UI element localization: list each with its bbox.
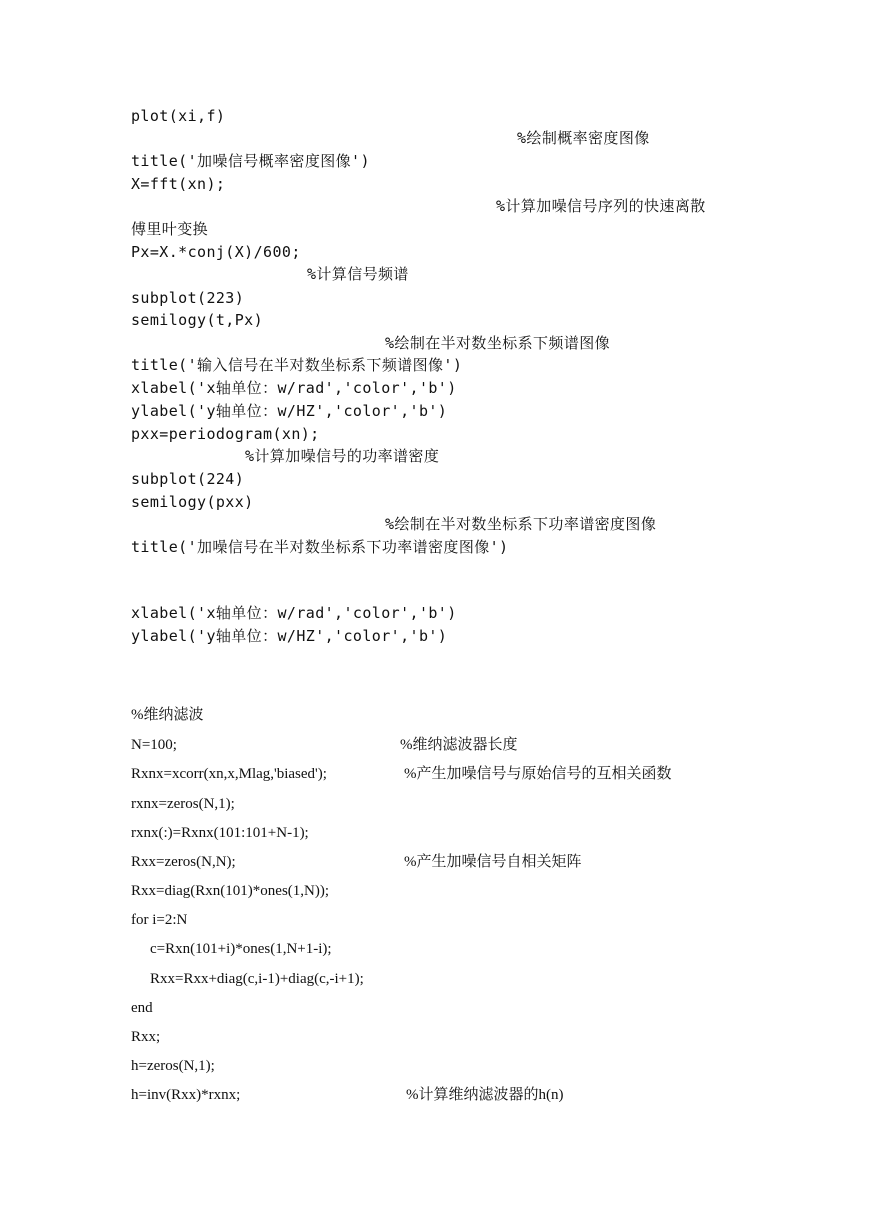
code-line: h=zeros(N,1); — [131, 1058, 215, 1074]
code-line: N=100; — [131, 737, 177, 753]
code-comment: %绘制在半对数坐标系下功率谱密度图像 — [385, 515, 657, 533]
code-comment: %计算信号频谱 — [307, 265, 409, 283]
code-comment: %绘制概率密度图像 — [517, 129, 650, 147]
code-comment-wrap: 傅里叶变换 — [131, 220, 209, 238]
code-line: h=inv(Rxx)*rxnx; — [131, 1087, 241, 1103]
code-line: title('加噪信号概率密度图像') — [131, 152, 370, 170]
code-line: Rxx=diag(Rxn(101)*ones(1,N)); — [131, 883, 330, 899]
code-line: pxx=periodogram(xn); — [131, 425, 320, 443]
code-comment: %维纳滤波器长度 — [400, 737, 518, 753]
code-comment: %计算加噪信号的功率谱密度 — [245, 447, 440, 465]
code-line: xlabel('x轴单位：w/rad','color','b') — [131, 604, 457, 622]
code-line: subplot(223) — [131, 289, 245, 307]
code-comment: %绘制在半对数坐标系下频谱图像 — [385, 334, 611, 352]
code-line: title('输入信号在半对数坐标系下频谱图像') — [131, 356, 463, 374]
section-heading: %维纳滤波 — [131, 707, 204, 723]
code-line: end — [131, 1000, 153, 1016]
code-comment: %计算维纳滤波器的h(n) — [406, 1087, 564, 1103]
code-line: Rxx=Rxx+diag(c,i-1)+diag(c,-i+1); — [150, 971, 364, 987]
code-line: semilogy(t,Px) — [131, 311, 264, 329]
code-line: subplot(224) — [131, 470, 245, 488]
code-line: title('加噪信号在半对数坐标系下功率谱密度图像') — [131, 538, 509, 556]
code-line: c=Rxn(101+i)*ones(1,N+1-i); — [150, 941, 332, 957]
code-line: Rxnx=xcorr(xn,x,Mlag,'biased'); — [131, 766, 327, 782]
code-line: Px=X.*conj(X)/600; — [131, 243, 301, 261]
code-line: X=fft(xn); — [131, 175, 226, 193]
code-comment: %产生加噪信号与原始信号的互相关函数 — [404, 766, 672, 782]
code-line: rxnx=zeros(N,1); — [131, 796, 235, 812]
code-line: plot(xi,f) — [131, 107, 226, 125]
code-comment: %产生加噪信号自相关矩阵 — [404, 854, 582, 870]
code-line: xlabel('x轴单位：w/rad','color','b') — [131, 379, 457, 397]
code-line: ylabel('y轴单位：w/HZ','color','b') — [131, 627, 448, 645]
code-line: Rxx=zeros(N,N); — [131, 854, 236, 870]
code-line: ylabel('y轴单位：w/HZ','color','b') — [131, 402, 448, 420]
code-line: semilogy(pxx) — [131, 493, 254, 511]
code-comment: %计算加噪信号序列的快速离散 — [496, 197, 706, 215]
code-line: Rxx; — [131, 1029, 161, 1045]
code-line: rxnx(:)=Rxnx(101:101+N-1); — [131, 825, 309, 841]
code-line: for i=2:N — [131, 912, 188, 928]
